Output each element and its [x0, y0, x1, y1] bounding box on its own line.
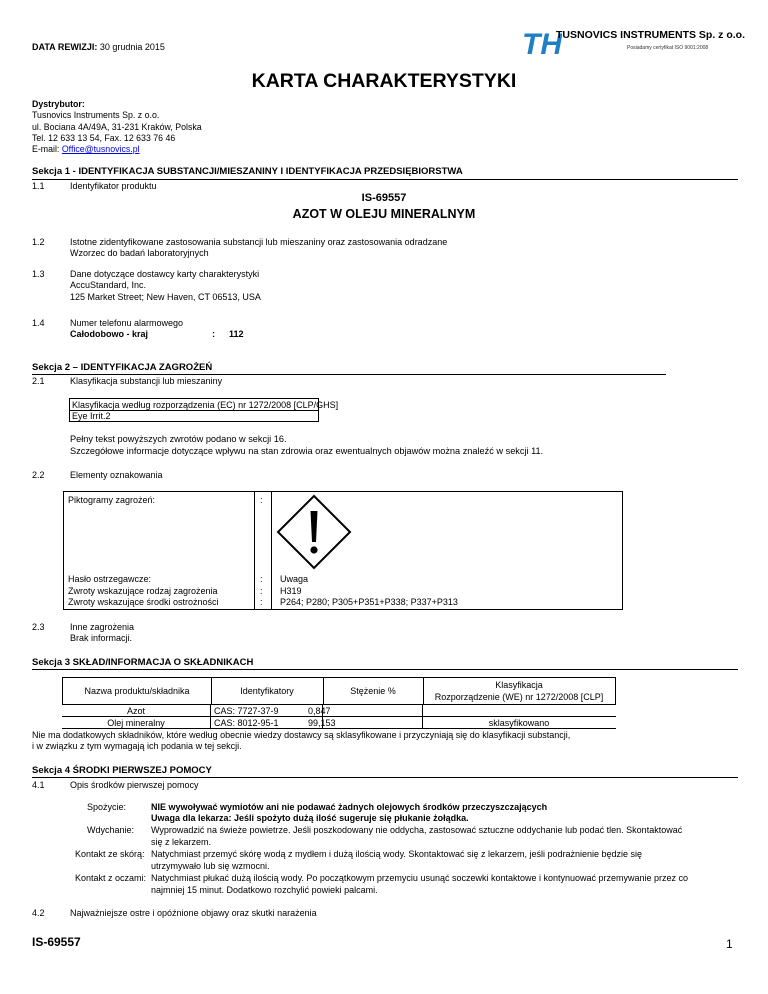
- first-aid-ingestion-line-1: NIE wywoływać wymiotów ani nie podawać żadnych olejowych środków przeczyszczających: [151, 802, 548, 812]
- s14-number: 1.4: [32, 318, 45, 328]
- precautionary-statements-value: P264; P280; P305+P351+P338; P337+P313: [280, 597, 458, 607]
- s21-label: Klasyfikacja substancji lub mieszaniny: [70, 376, 223, 386]
- column-header-concentration: Stężenie %: [350, 686, 396, 696]
- section-1-title: Sekcja 1 - IDENTYFIKACJA SUBSTANCJI/MIESZANINY I IDENTYFIKACJA PRZEDSIĘBIORSTWA: [32, 166, 463, 177]
- labeling-col2: [271, 491, 272, 610]
- distributor-name: Tusnovics Instruments Sp. z o.o.: [32, 110, 160, 121]
- section-3-note-1: Nie ma dodatkowych składników, które według obecnie wiedzy dostawcy są sklasyfikowane i przyczyniają się do klasyfikacji substancji,: [32, 730, 571, 740]
- section-4-rule: [32, 777, 738, 778]
- company-name: TUSNOVICS INSTRUMENTS Sp. z o.o.: [556, 29, 746, 41]
- pictogram-label: Piktogramy zagrożeń:: [68, 495, 156, 505]
- labeling-table: [63, 491, 623, 610]
- first-aid-eyes-line-1: Natychmiast płukać dużą ilością wody. Po początkowym przemyciu usunąć soczewki kontaktowe i kontynuować przemywanie przez co: [151, 873, 689, 883]
- hazard-statements-value: H319: [280, 586, 302, 596]
- section-3-title: Sekcja 3 SKŁAD/INFORMACJA O SKŁADNIKACH: [32, 657, 254, 668]
- distributor-block: [32, 99, 202, 155]
- labeling-left: [63, 491, 64, 610]
- product-name: AZOT W OLEJU MINERALNYM: [292, 207, 476, 221]
- first-aid-inhalation-line-2: się z lekarzem.: [151, 837, 212, 847]
- labeling-top-right: [366, 491, 623, 492]
- logo-letters: TH: [522, 28, 562, 58]
- s11-number: 1.1: [32, 181, 45, 191]
- first-aid-inhalation-label: Wdychanie:: [87, 825, 135, 835]
- s13-number: 1.3: [32, 269, 45, 279]
- s23-label: Inne zagrożenia: [70, 622, 135, 632]
- first-aid-ingestion-line-2: Uwaga dla lekarza: Jeśli spożyto dużą ilość sugeruje się płukanie żołądka.: [151, 813, 469, 823]
- s21-number: 2.1: [32, 376, 45, 386]
- first-aid-inhalation-line-1: Wyprowadzić na świeże powietrze. Jeśli poszkodowany nie oddycha, zastosować sztuczne oddychanie lub podać tlen. Skontaktować: [151, 825, 683, 835]
- s41-number: 4.1: [32, 780, 45, 790]
- pictogram-colon: :: [260, 495, 263, 505]
- section-2-title: Sekcja 2 – IDENTYFIKACJA ZAGROŻEŃ: [32, 362, 213, 373]
- s14-label: Numer telefonu alarmowego: [70, 318, 184, 328]
- distributor-address: ul. Bociana 4A/49A, 31-231 Kraków, Polska: [32, 121, 202, 132]
- revision-label: DATA REWIZJI:: [32, 42, 98, 52]
- page-number: 1: [726, 937, 733, 951]
- s12-value: Wzorzec do badań laboratoryjnych: [70, 248, 209, 258]
- product-code: IS-69557: [361, 192, 407, 204]
- s13-label: Dane dotyczące dostawcy karty charakterystyki: [70, 269, 260, 279]
- page-title: KARTA CHARAKTERYSTYKI: [251, 70, 517, 92]
- first-aid-skin-line-1: Natychmiast przemyć skórę wodą z mydłem i dużą ilością wody. Skontaktować się z lekarzem, jeśli podrażnienie będzie się: [151, 849, 643, 859]
- row-1-concentration: 0,847: [308, 706, 331, 716]
- s14-value: 112: [229, 329, 244, 339]
- exclamation-mark-icon: [275, 493, 353, 571]
- s23-block: [70, 622, 134, 644]
- s22-label: Elementy oznakowania: [70, 470, 163, 480]
- labeling-right: [622, 491, 623, 610]
- labeling-col1: [254, 491, 255, 610]
- footer-product-code: IS-69557: [32, 935, 81, 949]
- signal-word-label: Hasło ostrzegawcze:: [68, 574, 152, 584]
- hazard-statements-label: Zwroty wskazujące rodzaj zagrożenia: [68, 586, 218, 596]
- s12-number: 1.2: [32, 237, 45, 247]
- column-header-classification: Klasyfikacja: [495, 680, 543, 690]
- s13-address: 125 Market Street; New Haven, CT 06513, USA: [70, 291, 261, 302]
- s42-number: 4.2: [32, 908, 45, 918]
- signal-word-value: Uwaga: [280, 574, 309, 584]
- email-link[interactable]: Office@tusnovics.pl: [61, 144, 140, 155]
- row-2-name: Olej mineralny: [107, 718, 165, 728]
- signal-word-colon: :: [260, 574, 263, 584]
- first-aid-eyes-line-2: najmniej 15 minut. Dodatkowo rozchylić powieki palcami.: [151, 885, 378, 895]
- row-2-cas: CAS: 8012-95-1: [214, 718, 279, 728]
- classification-box-title: Klasyfikacja według rozporządzenia (EC) nr 1272/2008 [CLP/GHS]: [72, 400, 339, 410]
- s23-value: Brak informacji.: [70, 633, 133, 643]
- classification-box: [69, 398, 339, 422]
- column-header-identifiers: Identyfikatory: [240, 686, 294, 696]
- distributor-phone: Tel. 12 633 13 54, Fax. 12 633 76 46: [32, 132, 176, 143]
- first-aid-skin-line-2: utrzymywało lub się wzmocni.: [151, 861, 270, 871]
- composition-table-body: [62, 705, 616, 729]
- row-2-concentration: 99,153: [308, 718, 336, 728]
- exclamation-pictogram: [275, 493, 353, 571]
- s13-block: [70, 269, 261, 303]
- s13-company: AccuStandard, Inc.: [70, 280, 147, 291]
- section-2-note-2: Szczegółowe informacje dotyczące wpływu na stan zdrowia oraz ewentualnych objawów można znaleźć w sekcji 11.: [70, 446, 544, 456]
- section-1-rule: [32, 179, 738, 180]
- s12-block: [70, 237, 447, 259]
- s41-label: Opis środków pierwszej pomocy: [70, 780, 199, 790]
- s23-number: 2.3: [32, 622, 45, 632]
- section-2-rule: [32, 374, 666, 375]
- section-3-note-2: i w związku z tym wymagają ich podania w tej sekcji.: [32, 741, 242, 751]
- hazard-statements-colon: :: [260, 586, 263, 596]
- column-header-regulation: Rozporządzenie (WE) nr 1272/2008 [CLP]: [434, 692, 604, 702]
- distributor-label: Dystrybutor:: [32, 99, 85, 109]
- labeling-bottom: [63, 609, 623, 610]
- table-bottom-line: [62, 728, 616, 729]
- email-label: E-mail:: [32, 144, 62, 155]
- s22-number: 2.2: [32, 470, 45, 480]
- first-aid-eyes-label: Kontakt z oczami:: [75, 873, 147, 883]
- first-aid-skin-label: Kontakt ze skórą:: [75, 849, 145, 859]
- s14-colon: :: [212, 329, 215, 339]
- revision-date: 30 grudnia 2015: [99, 42, 165, 52]
- classification-box-value: Eye Irrit.2: [72, 411, 111, 421]
- s42-label: Najważniejsze ostre i opóźnione objawy oraz skutki narażenia: [70, 908, 317, 918]
- first-aid-ingestion-label: Spożycie:: [87, 802, 127, 812]
- labeling-top-left: [63, 491, 368, 492]
- precautionary-statements-label: Zwroty wskazujące środki ostrożności: [68, 597, 219, 607]
- section-3-rule: [32, 669, 738, 670]
- column-header-name: Nazwa produktu/składnika: [84, 686, 190, 696]
- s14-sub: Całodobowo - kraj: [70, 329, 149, 339]
- precautionary-statements-colon: :: [260, 597, 263, 607]
- section-2-note-1: Pełny tekst powyższych zwrotów podano w sekcji 16.: [70, 434, 287, 444]
- s12-label: Istotne zidentyfikowane zastosowania substancji lub mieszaniny oraz zastosowania odradzane: [70, 237, 448, 247]
- iso-certificate: Posiadamy certyfikat ISO 9001:2008: [627, 45, 709, 51]
- composition-table-header: [62, 677, 616, 705]
- row-separator: [62, 716, 616, 717]
- body-col1-sep: [210, 705, 211, 729]
- s11-label: Identyfikator produktu: [70, 181, 157, 191]
- revision-date-line: [32, 42, 165, 52]
- row-2-classification: sklasyfikowano: [488, 718, 550, 728]
- section-4-title: Sekcja 4 ŚRODKI PIERWSZEJ POMOCY: [32, 765, 212, 776]
- row-1-cas: CAS: 7727-37-9: [214, 706, 279, 716]
- row-1-name: Azot: [126, 706, 145, 716]
